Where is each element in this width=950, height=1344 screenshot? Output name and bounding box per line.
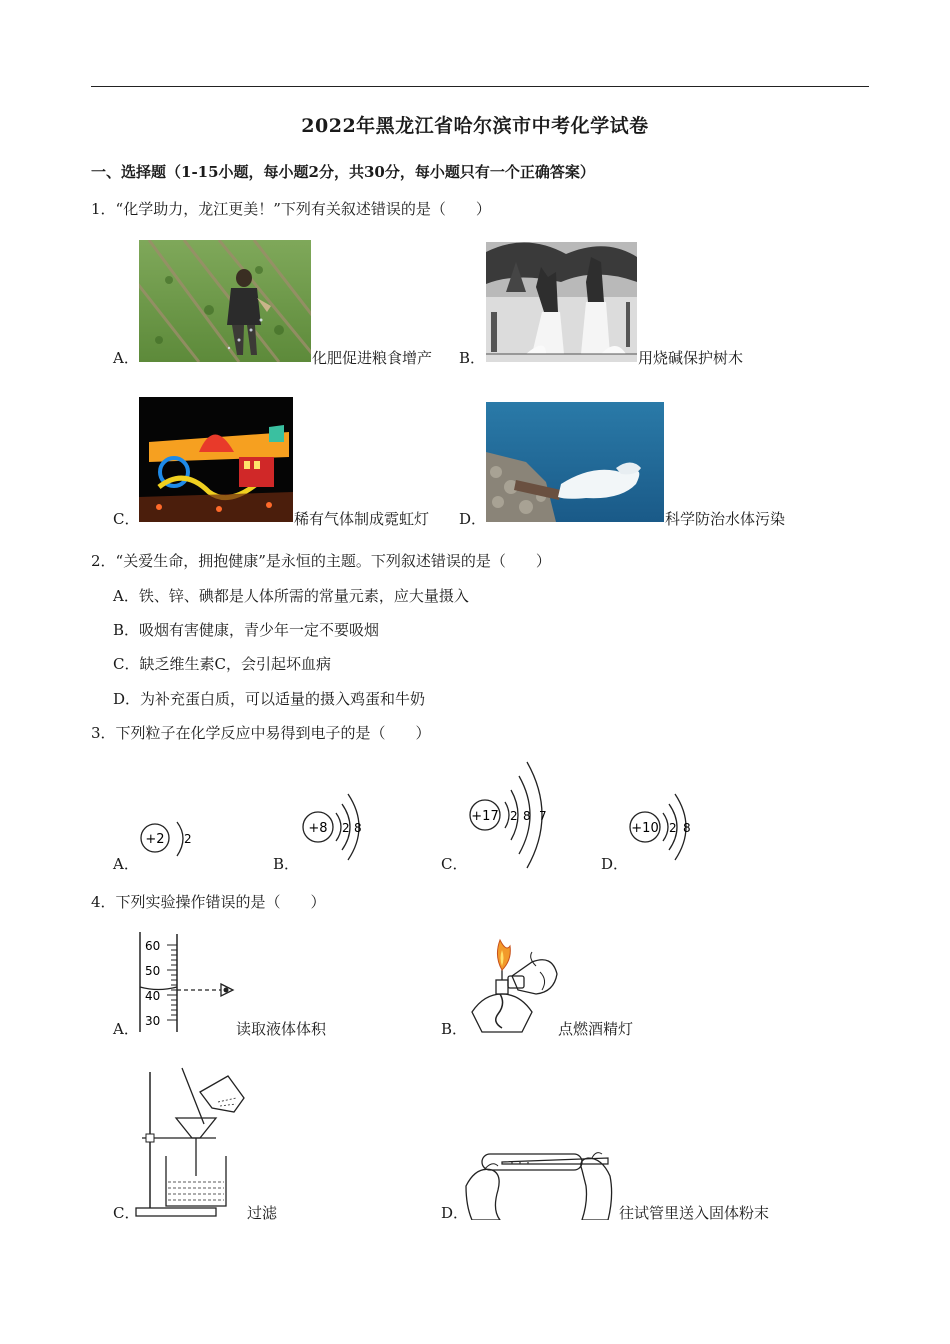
q3-option-a-letter: A．: [113, 855, 139, 873]
q1-option-c-letter: C．: [113, 510, 140, 528]
atom-b-shell-1: 2: [342, 821, 350, 835]
q3-option-c-letter: C．: [441, 855, 468, 873]
cylinder-tick-40: 40: [145, 989, 161, 1003]
atom-a-nucleus: +2: [145, 832, 165, 847]
q1-option-a-letter: A．: [113, 349, 139, 367]
q4-option-d-text: 往试管里送入固体粉末: [619, 1204, 770, 1222]
q1-option-d-text: 科学防治水体污染: [665, 510, 786, 528]
water-pollution-photo: [486, 402, 664, 522]
q4-option-d-letter: D．: [441, 1204, 469, 1222]
atom-c-shell-1: 2: [510, 809, 518, 823]
section-heading: 一、选择题（1-15小题，每小题2分，共30分，每小题只有一个正确答案）: [91, 163, 595, 181]
atom-b-nucleus: +8: [308, 821, 328, 836]
q2-option-c: C．缺乏维生素C，会引起坏血病: [113, 655, 331, 673]
neon-lights-photo: [139, 397, 293, 522]
q4-option-b-text: 点燃酒精灯: [558, 1020, 634, 1038]
q2-option-a: A．铁、锌、碘都是人体所需的常量元素，应大量摄入: [113, 587, 469, 605]
cylinder-tick-30: 30: [145, 1014, 161, 1028]
atom-d-shell-1: 2: [669, 821, 677, 835]
question-4-stem: 4．下列实验操作错误的是（ ）: [91, 893, 326, 911]
atom-structure-a: [135, 810, 205, 870]
filtration-diagram: [132, 1064, 250, 1218]
atom-a-shell-1: 2: [184, 832, 192, 846]
test-tube-powder-diagram: [462, 1140, 618, 1220]
alcohol-lamp-diagram: [462, 932, 562, 1036]
atom-c-shell-3: 7: [539, 809, 547, 823]
q4-option-c-letter: C．: [113, 1204, 140, 1222]
atom-d-shell-2: 8: [683, 821, 691, 835]
header-rule: [91, 86, 869, 87]
page-title: 2022年黑龙江省哈尔滨市中考化学试卷: [301, 115, 649, 137]
graduated-cylinder-diagram: [133, 930, 243, 1034]
q3-option-d-letter: D．: [601, 855, 629, 873]
question-1-stem: 1．“化学助力，龙江更美！”下列有关叙述错误的是（ ）: [91, 200, 491, 218]
q4-option-a-text: 读取液体体积: [236, 1020, 327, 1038]
atom-c-nucleus: +17: [471, 809, 499, 824]
q4-option-a-letter: A．: [113, 1020, 139, 1038]
question-3-stem: 3．下列粒子在化学反应中易得到电子的是（ ）: [91, 724, 431, 742]
question-2-stem: 2．“关爱生命，拥抱健康”是永恒的主题。下列叙述错误的是（ ）: [91, 552, 551, 570]
q3-option-b-letter: B．: [273, 855, 300, 873]
q1-option-b-letter: B．: [459, 349, 486, 367]
atom-c-shell-2: 8: [523, 809, 531, 823]
q4-option-c-text: 过滤: [247, 1204, 278, 1222]
q4-option-b-letter: B．: [441, 1020, 468, 1038]
q2-option-d: D．为补充蛋白质，可以适量的摄入鸡蛋和牛奶: [113, 690, 426, 708]
q1-option-a-text: 化肥促进粮食增产: [312, 349, 433, 367]
q1-option-b-text: 用烧碱保护树木: [638, 349, 744, 367]
atom-b-shell-2: 8: [354, 821, 362, 835]
atom-structure-c: [463, 758, 563, 870]
q2-option-b: B．吸烟有害健康，青少年一定不要吸烟: [113, 621, 380, 639]
whitewashed-trees-photo: [486, 242, 637, 362]
cylinder-tick-60: 60: [145, 939, 161, 953]
atom-d-nucleus: +10: [631, 821, 659, 836]
atom-structure-b: [298, 780, 388, 870]
atom-structure-d: [625, 780, 715, 870]
farmland-fertilizer-photo: [139, 240, 311, 362]
q1-option-c-text: 稀有气体制成霓虹灯: [294, 510, 430, 528]
cylinder-tick-50: 50: [145, 964, 161, 978]
q1-option-d-letter: D．: [459, 510, 487, 528]
